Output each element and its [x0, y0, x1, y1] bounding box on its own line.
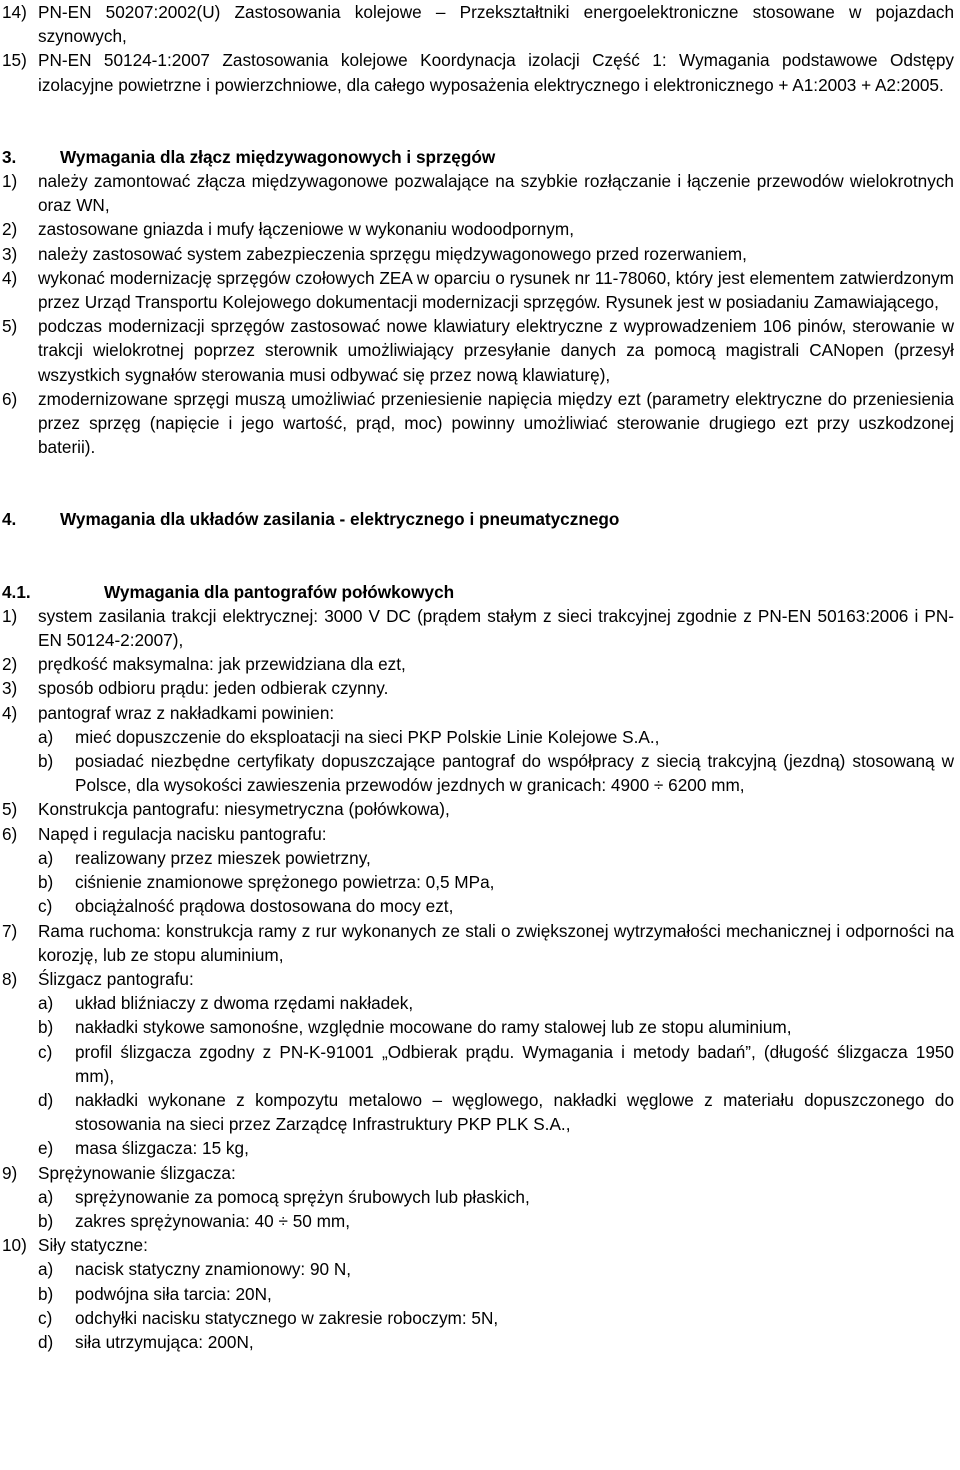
item-number: 6) [2, 823, 18, 844]
item-text: system zasilania trakcji elektrycznej: 3000 V DC (prądem stałym z sieci trakcyjnej zgodnie z PN-EN 50163:2006 i PN-EN 50124-2:2007), [38, 605, 954, 651]
item-number: 14) [2, 2, 27, 22]
sub-item-text: odchyłki nacisku statycznego w zakresie roboczym: 5N, [75, 1307, 499, 1328]
spacer [2, 532, 954, 580]
item-text: Siły statyczne: [38, 1235, 148, 1256]
spacer [2, 459, 954, 507]
item-text: zmodernizowane sprzęgi muszą umożliwiać przeniesienie napięcia między ezt (parametry elektryczne do przeniesienia przez sprzęg (napięcie i jego wartość, prąd, moc) powinny umożliwiać sterowanie drugiego ezt przy uszkodzonej baterii). [38, 388, 954, 458]
list-item [2, 797, 954, 821]
list-item [2, 652, 954, 676]
sub-list-item [38, 1209, 954, 1233]
item-number: 2) [2, 219, 18, 240]
item-text: Konstrukcja pantografu: niesymetryczna (połówkowa), [38, 799, 450, 820]
item-text: należy zastosować system zabezpieczenia sprzęgu międzywagonowego przed rozerwaniem, [38, 243, 747, 264]
sub-item-text: mieć dopuszczenie do eksploatacji na sieci PKP Polskie Linie Kolejowe S.A., [75, 726, 660, 747]
section-3 [2, 145, 954, 460]
sub-item-letter: b) [38, 751, 54, 772]
sub-list-item [38, 1040, 954, 1088]
sub-item-text: nakładki stykowe samonośne, względnie mocowane do ramy stalowej lub ze stopu aluminium, [75, 1017, 792, 1038]
sub-item-text: posiadać niezbędne certyfikaty dopuszczające pantograf do współpracy z siecią trakcyjną (jezdną) stosowaną w Polsce, dla wysokości zawieszenia przewodów jezdnych w granicach: 4900 ÷ 6200 mm, [75, 751, 954, 796]
section-title: Wymagania dla układów zasilania - elektrycznego i pneumatycznego [60, 509, 620, 530]
sub-list-item [38, 1185, 954, 1209]
sub-item-letter: c) [38, 1307, 53, 1328]
item-number: 4) [2, 267, 18, 288]
spacer [2, 97, 954, 145]
item-text: sposób odbioru prądu: jeden odbierak czynny. [38, 678, 389, 699]
sub-item-text: nacisk statyczny znamionowy: 90 N, [75, 1259, 352, 1280]
item-text: prędkość maksymalna: jak przewidziana dla ezt, [38, 654, 406, 675]
section-number: 4. [2, 509, 17, 530]
sub-list-item [38, 1088, 954, 1136]
sub-item-letter: c) [38, 896, 53, 917]
sub-item-letter: a) [38, 993, 54, 1014]
section-number: 4.1. [2, 581, 31, 602]
list-item [2, 169, 954, 217]
list-item [2, 242, 954, 266]
sub-item-letter: a) [38, 1186, 54, 1207]
item-text: Rama ruchoma: konstrukcja ramy z rur wykonanych ze stali o zwiększonej wytrzymałości mechanicznej i odporności na korozję, lub ze stopu aluminium, [38, 920, 954, 965]
item-number: 3) [2, 243, 18, 264]
item-text: Sprężynowanie ślizgacza: [38, 1162, 236, 1183]
item-text: PN-EN 50207:2002(U) Zastosowania kolejowe – Przekształtniki energoelektroniczne stosowane w pojazdach szynowych, [38, 2, 954, 47]
sub-list-item [38, 1015, 954, 1039]
list-item [2, 604, 954, 652]
sub-list-item [38, 894, 954, 918]
item-number: 10) [2, 1235, 27, 1256]
list-item [2, 701, 954, 725]
item-number: 4) [2, 702, 18, 723]
item-number: 1) [2, 605, 18, 626]
sub-item-text: układ bliźniaczy z dwoma rzędami nakładek, [75, 993, 414, 1014]
section-heading [2, 145, 954, 169]
sub-item-letter: b) [38, 1283, 54, 1304]
sub-item-letter: b) [38, 1210, 54, 1231]
section-number: 3. [2, 146, 17, 167]
sub-item-text: nakładki wykonane z kompozytu metalowo – węglowego, nakładki węglowe z materiału dopuszczonego do stosowania na sieci przez Zarządcę Infrastruktury PKP PLK S.A., [75, 1089, 954, 1135]
list-item [2, 387, 954, 460]
sub-list-item [38, 1282, 954, 1306]
item-number: 1) [2, 171, 18, 192]
sub-item-letter: d) [38, 1089, 54, 1110]
sub-list-item [38, 725, 954, 749]
item-number: 5) [2, 316, 18, 337]
sub-item-text: podwójna siła tarcia: 20N, [75, 1283, 272, 1304]
sub-item-letter: d) [38, 1331, 54, 1352]
sub-item-letter: c) [38, 1041, 53, 1062]
item-text: zastosowane gniazda i mufy łączeniowe w wykonaniu wodoodpornym, [38, 219, 574, 240]
list-item [2, 314, 954, 387]
sub-item-text: obciążalność prądowa dostosowana do mocy ezt, [75, 896, 454, 917]
sub-list-item [38, 1306, 954, 1330]
list-item [2, 1233, 954, 1257]
section-heading [2, 580, 954, 604]
sub-list-item [38, 749, 954, 797]
list-item [2, 217, 954, 241]
item-number: 9) [2, 1162, 18, 1183]
item-number: 7) [2, 920, 18, 941]
item-text: wykonać modernizację sprzęgów czołowych ZEA w oparciu o rysunek nr 11-78060, który jest elementem zatwierdzonym przez Urząd Transportu Kolejowego dokumentacji modernizacji sprzęgów. Rysunek jest w posiadaniu Zamawiającego, [38, 267, 954, 313]
item-text: należy zamontować złącza międzywagonowe pozwalające na szybkie rozłączanie i łączenie przewodów wielokrotnych oraz WN, [38, 171, 954, 216]
sub-item-text: masa ślizgacza: 15 kg, [75, 1138, 249, 1159]
section-4-1 [2, 580, 954, 1355]
sub-list-item [38, 846, 954, 870]
sub-item-letter: a) [38, 1259, 54, 1280]
list-item [2, 48, 954, 96]
sub-list-item [38, 1136, 954, 1160]
sub-item-text: sprężynowanie za pomocą sprężyn śrubowych lub płaskich, [75, 1186, 530, 1207]
item-number: 2) [2, 654, 18, 675]
sub-item-letter: b) [38, 872, 54, 893]
section-title: Wymagania dla pantografów połówkowych [104, 581, 455, 602]
sub-item-text: siła utrzymująca: 200N, [75, 1331, 254, 1352]
requirements-list [2, 604, 954, 1354]
list-item [2, 266, 954, 314]
sub-list-item [38, 991, 954, 1015]
list-item [2, 919, 954, 967]
sub-item-text: zakres sprężynowania: 40 ÷ 50 mm, [75, 1210, 350, 1231]
item-text: Napęd i regulacja nacisku pantografu: [38, 823, 327, 844]
item-text: pantograf wraz z nakładkami powinien: [38, 702, 335, 723]
item-number: 5) [2, 799, 18, 820]
sub-item-text: profil ślizgacza zgodny z PN-K-91001 „Odbierak prądu. Wymagania i metody badań”, (długość ślizgacza 1950 mm), [75, 1041, 954, 1086]
sub-list-item [38, 870, 954, 894]
sub-item-letter: a) [38, 847, 54, 868]
list-item [2, 822, 954, 846]
item-number: 8) [2, 968, 18, 989]
item-text: podczas modernizacji sprzęgów zastosować nowe klawiatury elektryczne z wyprowadzeniem 106 pinów, sterowanie w trakcji wielokrotnej poprzez sterownik umożliwiający przesyłanie danych za pomocą magistrali CANopen (przesył wszystkich sygnałów sterowania musi odbywać się przez nową klawiaturę), [38, 316, 954, 385]
section-title: Wymagania dla złącz międzywagonowych i sprzęgów [60, 146, 496, 167]
sub-item-text: realizowany przez mieszek powietrzny, [75, 847, 371, 868]
sub-item-letter: a) [38, 726, 54, 747]
list-item [2, 967, 954, 991]
list-item [2, 1161, 954, 1185]
list-item [2, 0, 954, 48]
item-text: PN-EN 50124-1:2007 Zastosowania kolejowe Koordynacja izolacji Część 1: Wymagania podstawowe Odstępy izolacyjne powietrzne i powierzchniowe, dla całego wyposażenia elektrycznego i elektronicznego + A1:2003 + A2:2005. [38, 50, 954, 95]
sub-list-item [38, 1257, 954, 1281]
sub-list-item [38, 1330, 954, 1354]
section-4-heading [2, 507, 954, 531]
sub-item-letter: e) [38, 1138, 54, 1159]
top-list [2, 0, 954, 97]
list-item [2, 676, 954, 700]
item-text: Ślizgacz pantografu: [38, 968, 194, 989]
sub-item-letter: b) [38, 1017, 54, 1038]
item-number: 3) [2, 678, 18, 699]
sub-item-text: ciśnienie znamionowe sprężonego powietrza: 0,5 MPa, [75, 872, 495, 893]
item-number: 15) [2, 50, 27, 71]
item-number: 6) [2, 388, 18, 409]
